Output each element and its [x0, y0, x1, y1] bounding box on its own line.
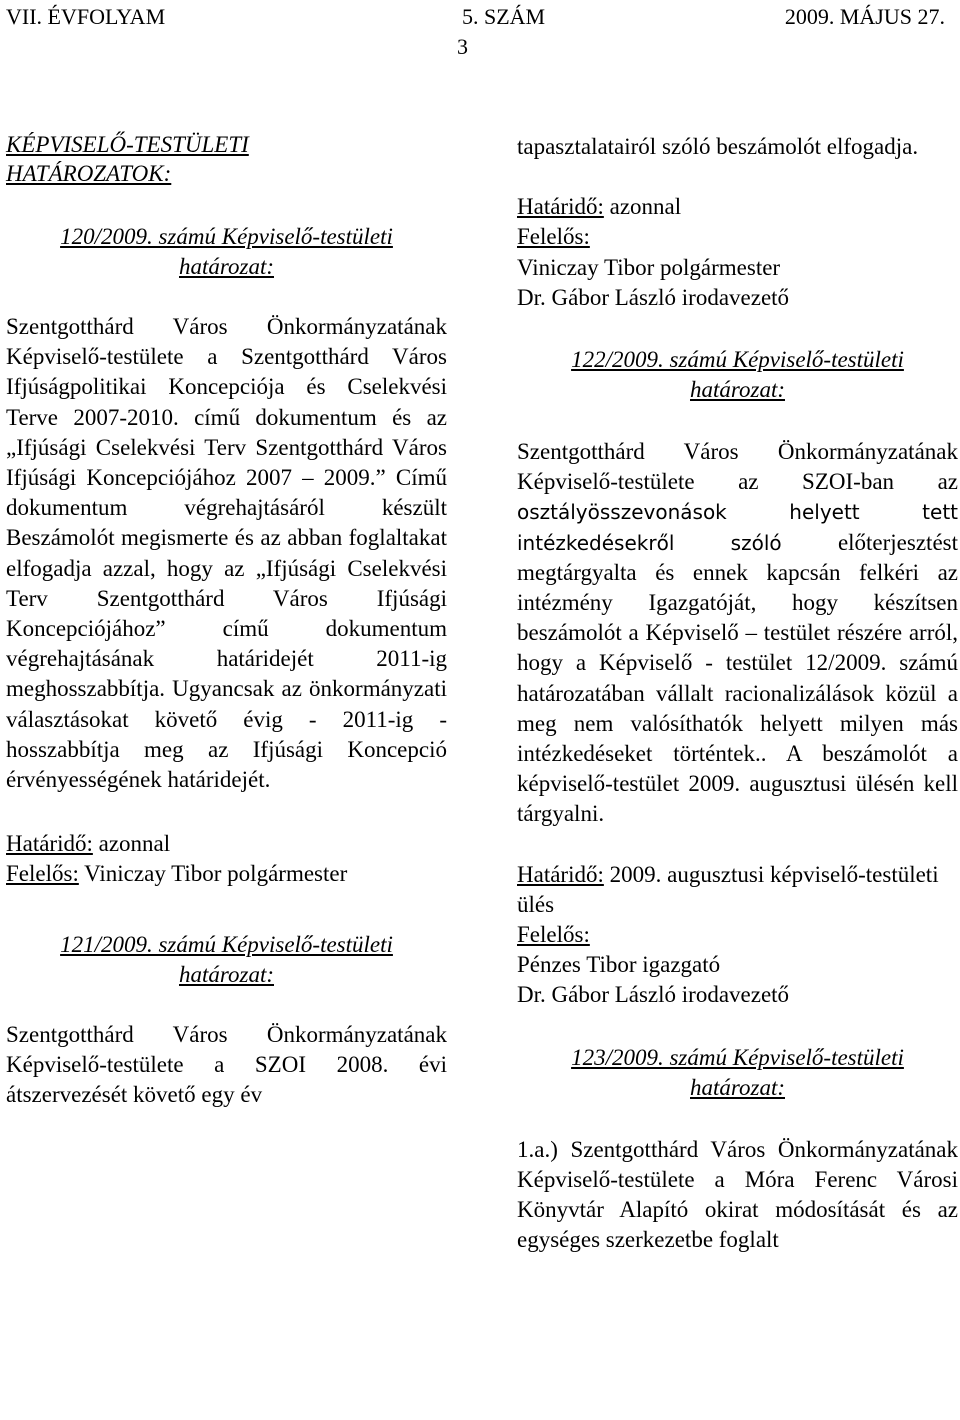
resolution-title: 122/2009. számú Képviselő-testületi [571, 347, 904, 373]
page-number: 3 [457, 34, 468, 59]
deadline-label: Határidő: [6, 831, 93, 857]
responsible-person: Dr. Gábor László irodavezető [517, 284, 790, 310]
resolution-120 [6, 222, 447, 890]
left-column [6, 130, 447, 1110]
deadline-line [517, 192, 958, 222]
resolution-subtitle: határozat: [690, 377, 785, 403]
resolution-title: 123/2009. számú Képviselő-testületi [571, 1044, 904, 1070]
resolution-subtitle: határozat: [179, 254, 274, 279]
resolution-subtitle: határozat: [690, 1074, 785, 1100]
date-label: 2009. MÁJUS 27. [784, 4, 945, 29]
resolution-body: Szentgotthárd Város Önkormányzatának Képviselő-testülete a Szentgotthárd Város Ifjúságpolitikai Koncepciója és Cselekvési Terve 2007-2010. című dokumentum és az „Ifjúsági Cselekvési Terv Szentgotthárd Város Ifjúsági Koncepciójához 2007 – 2009.” Című dokumentum végrehajtásáról készült Beszámolót megismerte és az abban foglaltakat elfogadja azzal, hogy az „Ifjúsági Cselekvési Terv Szentgotthárd Város Ifjúsági Koncepciójához” című dokumentum végrehajtásának határidejét 2011-ig meghosszabbítja. Ugyancsak az önkormányzati választásokat követő évig - 2011-ig - hosszabbítja meg az Ifjúsági Koncepció érvényességének határidejét. [6, 314, 447, 793]
deadline-value: 2009. augusztusi képviselő-testületi ülés [517, 861, 939, 917]
resolution-body: Szentgotthárd Város Önkormányzatának Képviselő-testülete az SZOI-ban az osztályösszevonások helyett tett intézkedésekről szóló előterjesztést megtárgyalta és ennek kapcsán felkéri az intézmény Igazgatóját, hogy készítsen beszámolót a Képviselő – testület részére arról, hogy a Képviselő - testület 12/2009. számú határozatában vállalt racionalizálások közül a meg nem valósíthatók helyett milyen más intézkedéseket történtek.. A beszámolót a képviselő-testület 2009. augusztusi ülésén kell tárgyalni. [517, 439, 958, 827]
responsible-person: Dr. Gábor László irodavezető [517, 982, 790, 1008]
resolution-121 [6, 930, 447, 1111]
resolution-121-body-continued: tapasztalatairól szóló beszámolót elfogadja. [517, 134, 919, 159]
deadline-value: azonnal [603, 194, 682, 220]
right-column [517, 132, 958, 1255]
deadline-label: Határidő: [517, 861, 604, 887]
responsible-label-line [517, 920, 958, 950]
responsible-person: Viniczay Tibor polgármester [517, 254, 781, 280]
resolution-body: 1.a.) Szentgotthárd Város Önkormányzatának Képviselő-testülete a Móra Ferenc Városi Könyvtár Alapító okirat módosítását és az egységes szerkezetbe foglalt [517, 1136, 958, 1253]
resolution-title: 120/2009. számú Képviselő-testületi [60, 224, 393, 249]
deadline-line [517, 860, 958, 920]
section-title: KÉPVISELŐ-TESTÜLETI HATÁROZATOK: [6, 132, 249, 186]
issue-label: 5. SZÁM [462, 4, 546, 29]
responsible-label: Felelős: [517, 224, 590, 250]
resolution-subtitle: határozat: [179, 961, 274, 987]
responsible-person: Pénzes Tibor igazgató [517, 952, 721, 978]
resolution-123 [517, 1043, 958, 1256]
responsible-label-line [517, 222, 958, 252]
responsible-line [6, 859, 447, 889]
responsible-label: Felelős: [6, 861, 79, 887]
sans-text-segment: osztályösszevonások helyett tett intézkedésekről szóló [517, 500, 958, 555]
deadline-label: Határidő: [517, 194, 604, 220]
resolution-title: 121/2009. számú Képviselő-testületi [60, 931, 393, 957]
deadline-line [6, 829, 447, 859]
responsible-value: Viniczay Tibor polgármester [78, 861, 348, 887]
resolution-body-left: Szentgotthárd Város Önkormányzatának Képviselő-testülete a SZOI 2008. évi átszervezését követő egy év [6, 1021, 447, 1108]
page-header [6, 4, 951, 30]
responsible-label: Felelős: [517, 922, 590, 948]
deadline-value: azonnal [92, 831, 171, 857]
resolution-122 [517, 345, 958, 1011]
volume-label: VII. ÉVFOLYAM [6, 4, 166, 29]
